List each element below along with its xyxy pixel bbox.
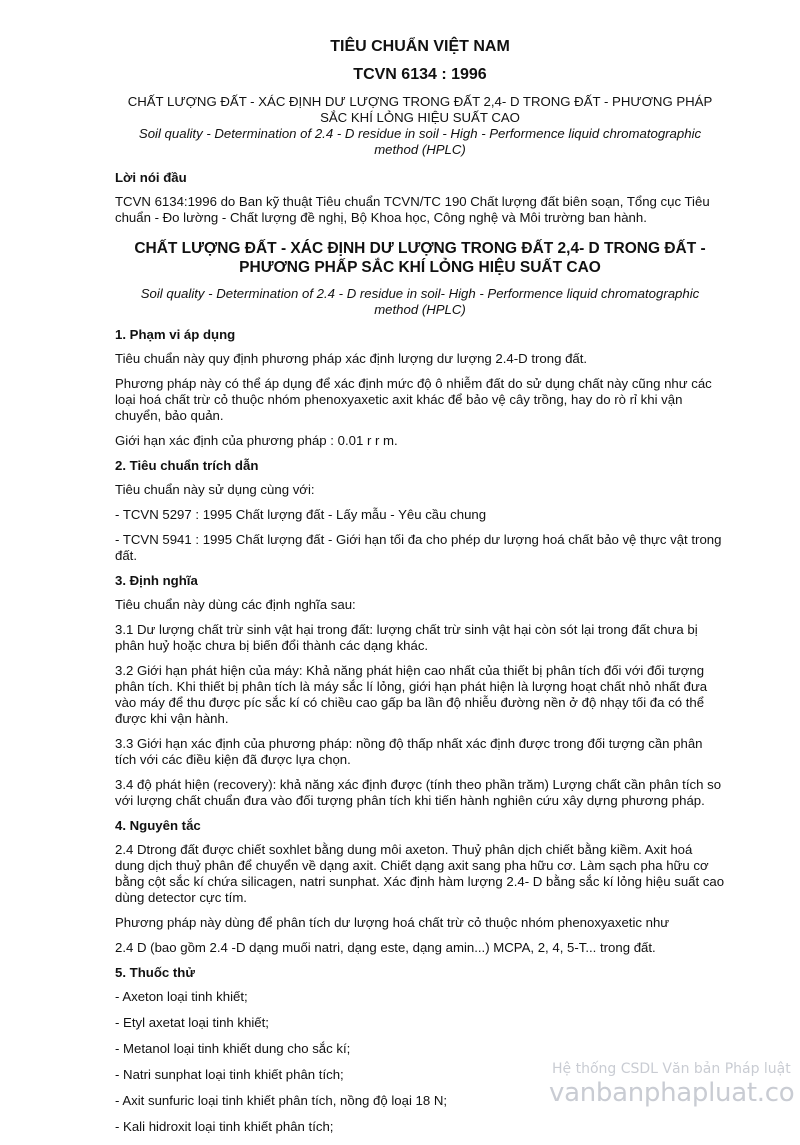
list-item: - Natri sunphat loại tinh khiết phân tích; [115,1067,344,1082]
section-3-paragraph-4: 3.3 Giới hạn xác định của phương pháp: nồng độ thấp nhất xác định được trong đối tượng cần phân tích với các điều kiện đã được lựa chọn. [115,736,703,767]
list-item: - Axit sunfuric loại tinh khiết phân tích, nồng độ loại 18 N; [115,1093,448,1108]
caption-en-line1: Soil quality - Determination of 2.4 - D residue in soil - High - Performence liquid chromatographic [138,126,702,141]
section-4-heading: 4. Nguyên tắc [115,818,201,833]
watermark-caption: Hệ thống CSDL Văn bản Pháp luật [552,1061,791,1077]
section-4-paragraph-1: 2.4 Dtrong đất được chiết soxhlet bằng dung môi axeton. Thuỷ phân dịch chiết bằng kiềm. Axit hoá dung dịch thuỷ phân để chuyển về dạng axit. Chiết dạng axit sang pha hữu cơ. Làm sạch pha hữu cơ bằng cột sắc kí chứa silicagen, natri sunphat. Xác định hàm lượng 2.4- D bằng sắc kí lỏng hiệu suất cao dùng detector cực tím. [115,842,725,905]
caption-vi-line1: CHẤT LƯỢNG ĐẤT - XÁC ĐỊNH DƯ LƯỢNG TRONG ĐẤT 2,4- D TRONG ĐẤT - PHƯƠNG PHÁP [127,94,713,109]
section-1-paragraph-1: Tiêu chuẩn này quy định phương pháp xác định lượng dư lượng 2.4-D trong đất. [115,351,588,366]
section-3-heading: 3. Định nghĩa [115,573,198,588]
standard-title: TIÊU CHUẨN VIỆT NAM [330,38,510,55]
section-2-paragraph-3: - TCVN 5941 : 1995 Chất lượng đất - Giới hạn tối đa cho phép dư lượng hoá chất bảo vệ thực vật trong đất. [115,532,722,563]
section-2-paragraph-1: Tiêu chuẩn này sử dụng cùng với: [115,482,315,497]
section-5-heading: 5. Thuốc thử [115,965,195,980]
section-3-paragraph-3: 3.2 Giới hạn phát hiện của máy: Khả năng phát hiện cao nhất của thiết bị phân tích đối với đối tượng phân tích. Khi thiết bị phân tích là máy sắc lí lỏng, giới hạn phát hiện là lượng hoạt chất nhỏ nhất đưa vào máy để thu được píc sắc kí có chiều cao gấp ba lần độ nhiễu đường nền ở độ nhạy tối đa có thể được khi vận hành. [115,663,708,726]
section-3-paragraph-2: 3.1 Dư lượng chất trừ sinh vật hại trong đất: lượng chất trừ sinh vật hại còn sót lại trong đất chưa bị phân huỷ hoặc chưa bị biến đổi thành các dạng khác. [115,622,698,653]
list-item: - Kali hidroxit loại tinh khiết phân tích; [115,1119,334,1134]
caption-vi-line2: SẮC KHÍ LỎNG HIỆU SUẤT CAO [320,110,520,125]
section-2-paragraph-2: - TCVN 5297 : 1995 Chất lượng đất - Lấy mẫu - Yêu cầu chung [115,507,487,522]
standard-code: TCVN 6134 : 1996 [353,66,487,83]
main-title-en-line1: Soil quality - Determination of 2.4 - D residue in soil- High - Performence liquid chromatographic [140,286,700,301]
list-item: - Axeton loại tinh khiết; [115,989,248,1004]
main-title [115,239,725,277]
section-4-paragraph-3: 2.4 D (bao gồm 2.4 -D dạng muối natri, dạng este, dạng amin...) MCPA, 2, 4, 5-T... trong đất. [115,940,656,955]
foreword-text: TCVN 6134:1996 do Ban kỹ thuật Tiêu chuẩn TCVN/TC 190 Chất lượng đất biên soạn, Tổng cục Tiêu chuẩn - Đo lường - Chất lượng đề nghị, Bộ Khoa học, Công nghệ và Môi trường ban hành. [115,194,710,225]
main-title-line2: PHƯƠNG PHẤP SẮC KHÍ LỎNG HIỆU SUẤT CAO [239,259,601,276]
section-3-paragraph-1: Tiêu chuẩn này dùng các định nghĩa sau: [115,597,356,612]
caption-en-line2: method (HPLC) [374,142,466,157]
foreword-heading: Lời nói đầu [115,170,187,185]
section-1-heading: 1. Phạm vi áp dụng [115,327,236,342]
main-title-en-line2: method (HPLC) [374,302,466,317]
list-item: - Etyl axetat loại tinh khiết; [115,1015,269,1030]
section-1-paragraph-3: Giới hạn xác định của phương pháp : 0.01 r r m. [115,433,398,448]
section-4-paragraph-2: Phương pháp này dùng để phân tích dư lượng hoá chất trừ cỏ thuộc nhóm phenoxyaxetic như [115,915,670,930]
document-page [115,38,725,1145]
section-3-paragraph-5: 3.4 độ phát hiện (recovery): khả năng xác định được (tính theo phần trăm) Lượng chất cần phân tích so với lượng chất chuẩn đưa vào đối tượng phân tích khi tiến hành nghiên cứu xây dựng phương pháp. [115,777,722,808]
list-item: - Metanol loại tinh khiết dung cho sắc kí; [115,1041,351,1056]
main-title-line1: CHẤT LƯỢNG ĐẤT - XÁC ĐỊNH DƯ LƯỢNG TRONG ĐẤT 2,4- D TRONG ĐẤT - [134,240,706,257]
watermark-site: vanbanphapluat.co [549,1078,795,1108]
section-1-paragraph-2: Phương pháp này có thể áp dụng để xác định mức độ ô nhiễm đất do sử dụng chất này cũng như các loại hoá chất trừ cỏ thuộc nhóm phenoxyaxetic axit khác để bảo vệ cây trồng, hay do rò rỉ khi vận chuyển, bảo quản. [115,376,712,423]
section-2-heading: 2. Tiêu chuẩn trích dẫn [115,458,259,473]
